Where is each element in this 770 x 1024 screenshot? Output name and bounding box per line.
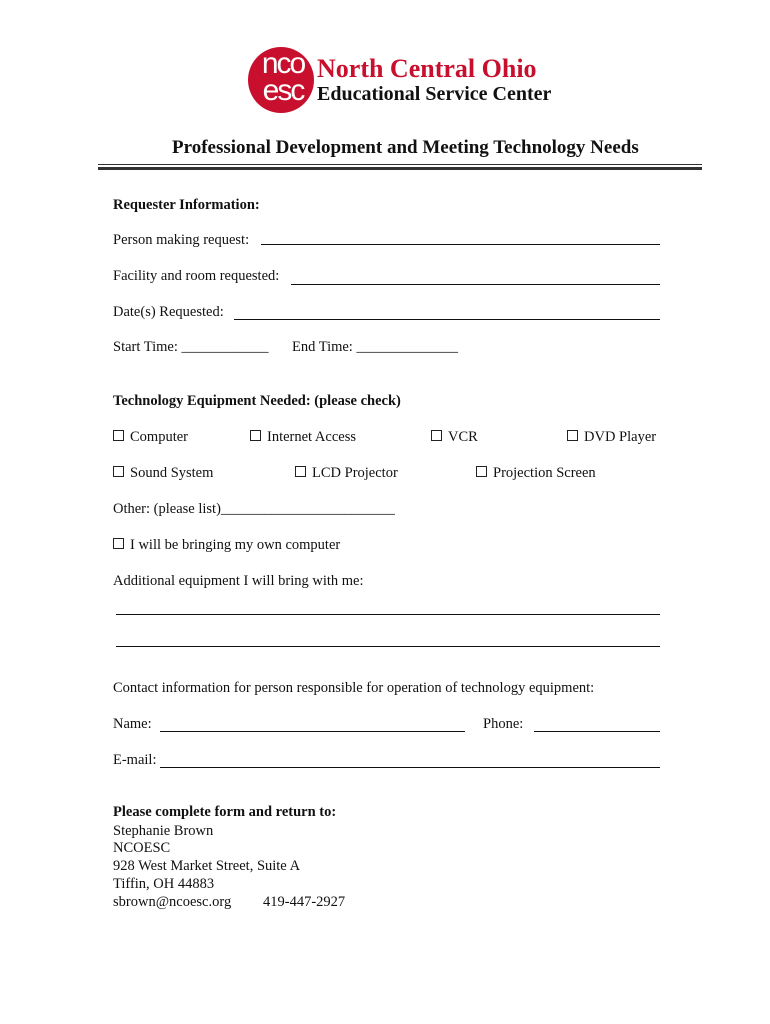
email-label: E-mail: [113, 752, 157, 768]
title-rule-thick [98, 167, 702, 170]
other-field[interactable]: Other: (please list)________________________ [113, 501, 395, 517]
name-label: Name: [113, 716, 152, 732]
checkbox-icon [113, 466, 124, 477]
dates-label: Date(s) Requested: [113, 304, 224, 320]
return-email: sbrown@ncoesc.org [113, 894, 232, 910]
end-time-field[interactable]: End Time: ______________ [292, 339, 458, 355]
logo-mark: nco esc [261, 47, 305, 107]
additional-field-2[interactable] [116, 646, 660, 647]
checkbox-icon [250, 430, 261, 441]
checkbox-dvd[interactable]: DVD Player [567, 429, 656, 446]
checkbox-own-computer[interactable]: I will be bringing my own computer [113, 537, 340, 554]
org-subtitle: Educational Service Center [317, 83, 552, 105]
requester-heading: Requester Information: [113, 197, 260, 213]
checkbox-icon [567, 430, 578, 441]
checkbox-icon [476, 466, 487, 477]
checkbox-icon [113, 430, 124, 441]
name-field[interactable] [160, 731, 465, 732]
person-field[interactable] [261, 244, 660, 245]
checkbox-icon [295, 466, 306, 477]
org-name: North Central Ohio [317, 54, 537, 83]
equipment-heading: Technology Equipment Needed: (please check) [113, 393, 401, 409]
checkbox-lcd[interactable]: LCD Projector [295, 465, 398, 482]
checkbox-screen[interactable]: Projection Screen [476, 465, 596, 482]
checkbox-icon [431, 430, 442, 441]
return-name: Stephanie Brown [113, 823, 214, 839]
facility-label: Facility and room requested: [113, 268, 280, 284]
return-heading: Please complete form and return to: [113, 804, 337, 820]
checkbox-computer[interactable]: Computer [113, 429, 188, 446]
start-time-field[interactable]: Start Time: ____________ [113, 339, 269, 355]
additional-field-1[interactable] [116, 614, 660, 615]
title-rule-thin [98, 164, 702, 165]
email-field[interactable] [160, 767, 660, 768]
contact-intro: Contact information for person responsible for operation of technology equipment: [113, 680, 595, 696]
facility-field[interactable] [291, 284, 660, 285]
return-org: NCOESC [113, 840, 171, 856]
checkbox-icon [113, 538, 124, 549]
return-street: 928 West Market Street, Suite A [113, 858, 301, 874]
additional-label: Additional equipment I will bring with me: [113, 573, 364, 589]
return-city: Tiffin, OH 44883 [113, 876, 215, 892]
checkbox-vcr[interactable]: VCR [431, 429, 478, 446]
phone-field[interactable] [534, 731, 660, 732]
page-title: Professional Development and Meeting Technology Needs [172, 137, 639, 158]
return-phone: 419-447-2927 [263, 894, 346, 910]
phone-label: Phone: [483, 716, 524, 732]
checkbox-sound[interactable]: Sound System [113, 465, 213, 482]
person-label: Person making request: [113, 232, 250, 248]
dates-field[interactable] [234, 319, 660, 320]
checkbox-internet[interactable]: Internet Access [250, 429, 356, 446]
